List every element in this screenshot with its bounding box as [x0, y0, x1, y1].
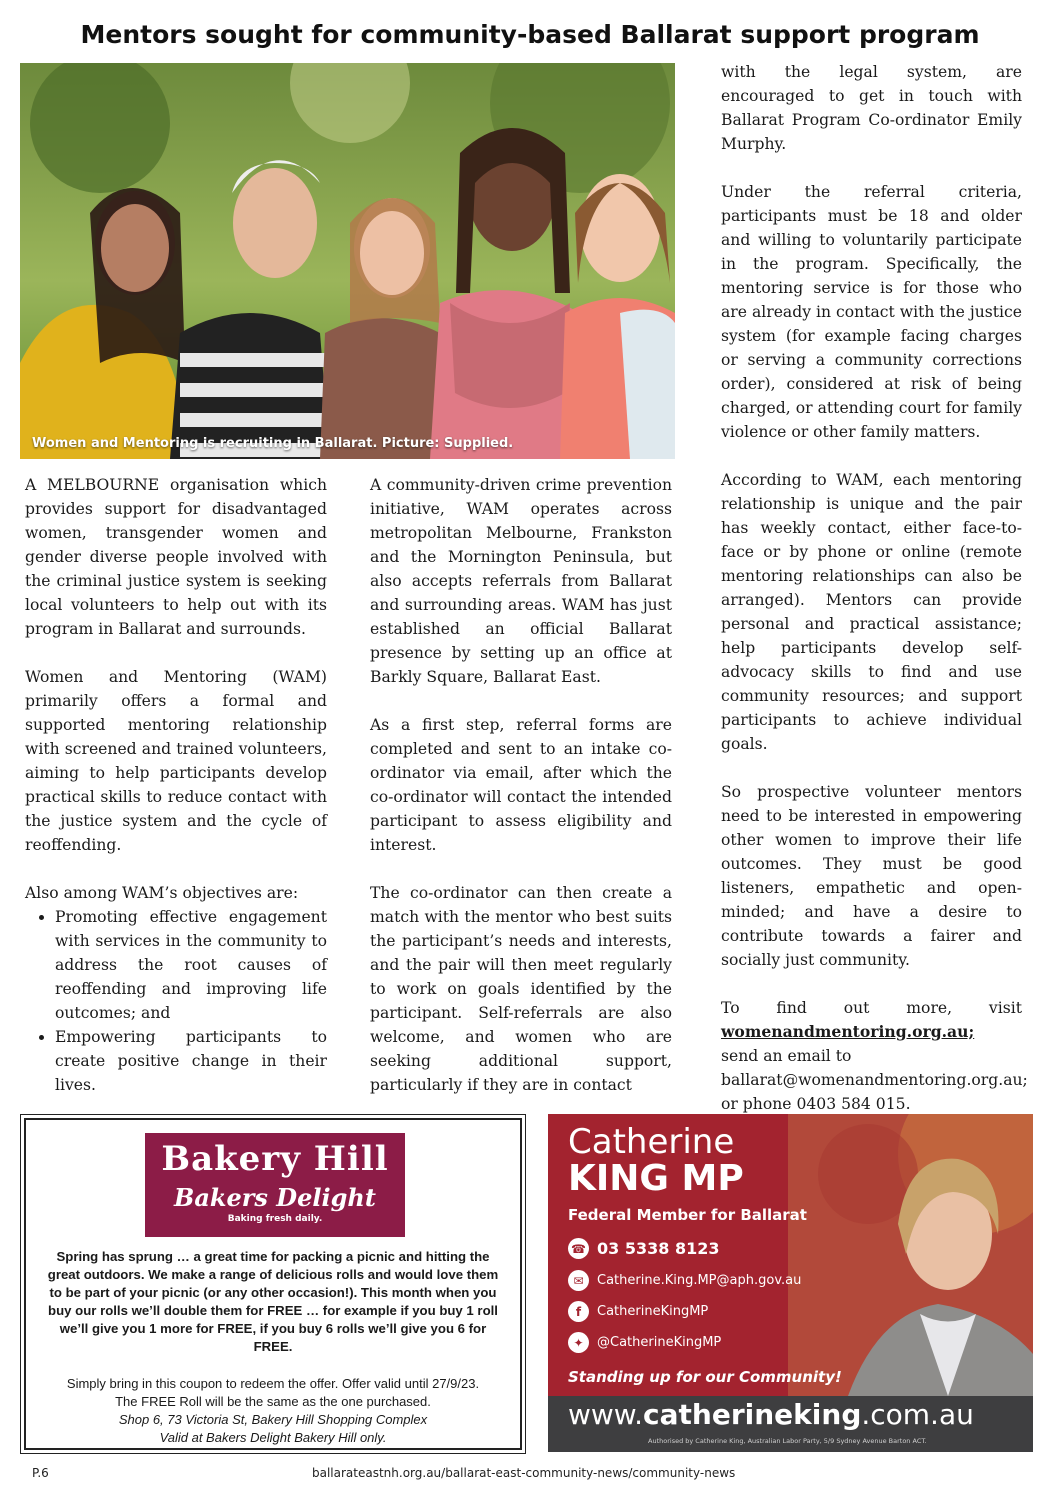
- mp-first-name: Catherine: [568, 1122, 735, 1162]
- article-column-2: [370, 473, 672, 1097]
- objectives-list: [55, 905, 327, 1097]
- list-item: • Promoting effective engagement with services in the community to address the root causes of reoffending and improving life outcomes; and: [55, 905, 327, 1025]
- bakery-logo-title: Bakery Hill: [161, 1139, 389, 1179]
- contact-paragraph: [721, 996, 1022, 1044]
- photo-caption: Women and Mentoring is recruiting in Ballarat. Picture: Supplied.: [32, 436, 514, 451]
- web-prefix: www.: [568, 1398, 644, 1431]
- mp-facebook: CatherineKingMP: [597, 1304, 709, 1319]
- mp-website-link[interactable]: [568, 1398, 974, 1431]
- footer-url[interactable]: ballarateastnh.org.au/ballarat-east-community-news/community-news: [312, 1466, 736, 1480]
- article-paragraph: A community-driven crime prevention initiative, WAM operates across metropolitan Melbourne, Frankston and the Mornington Peninsula, but also accepts referrals from Ballarat and surrounding areas. WAM has just established an official Ballarat presence by setting up an office at Barkly Square, Ballarat East.: [370, 476, 672, 686]
- facebook-icon: f: [568, 1301, 589, 1322]
- article-paragraph: Women and Mentoring (WAM) primarily offers a formal and supported mentoring relationship with screened and trained volunteers, aiming to help participants develop practical skills to reduce contact with the justice system and the cycle of reoffending.: [25, 668, 327, 854]
- bakery-address: Shop 6, 73 Victoria St, Bakery Hill Shopping Complex: [118, 1412, 428, 1427]
- bakery-ad-border: [24, 1118, 522, 1450]
- web-bold: catherineking: [643, 1398, 862, 1431]
- article-column-3: [721, 60, 1028, 1116]
- web-suffix: .com.au: [861, 1398, 974, 1431]
- group-of-women-image: [20, 63, 675, 459]
- mp-twitter-row[interactable]: [568, 1332, 721, 1353]
- phone-icon: ☎: [568, 1238, 589, 1259]
- bakery-logo-tagline: Baking fresh daily.: [227, 1214, 323, 1224]
- article-column-1: [25, 473, 327, 1097]
- article-paragraph: Also among WAM’s objectives are:: [25, 884, 299, 902]
- website-link[interactable]: womenandmentoring.org.au;: [721, 1022, 975, 1041]
- article-paragraph: The co-ordinator can then create a match with the mentor who best suits the participant’s needs and interests, and the pair will then meet regularly to work on goals identified by the participant. Self-referrals are also welcome, and women who are seeking additional support, particularly if they are in contact: [370, 884, 672, 1094]
- article-paragraph: A MELBOURNE organisation which provides support for disadvantaged women, transgender women and gender diverse people involved with the criminal justice system is seeking local volunteers to help out with its program in Ballarat and surrounds.: [25, 476, 327, 638]
- email-icon: ✉: [568, 1270, 589, 1291]
- article-paragraph: As a first step, referral forms are completed and sent to an intake co-ordinator via email, after which the co-ordinator will contact the intended participant to assess eligibility and interest.: [370, 716, 672, 854]
- bakery-logo-script: Bakers Delight: [174, 1183, 376, 1212]
- bakery-offer-text: Spring has sprung … a great time for packing a picnic and hitting the great outdoors. We make a range of delicious rolls and would love them to be part of your picnic (or any other occasion!). This month when you buy our rolls we’ll double them for FREE … for example if you buy 1 roll we’ll give you 1 more for FREE, if you buy 6 rolls we’ll give you 6 for FREE.: [47, 1249, 499, 1354]
- same-roll-text: The FREE Roll will be the same as the one purchased.: [115, 1394, 431, 1409]
- mp-ad: [548, 1114, 1033, 1452]
- bakery-coupon-terms: [42, 1375, 504, 1447]
- mp-phone-row[interactable]: [568, 1238, 719, 1259]
- mp-phone: 03 5338 8123: [597, 1239, 720, 1258]
- twitter-icon: ✦: [568, 1332, 589, 1353]
- mp-authorisation: Authorised by Catherine King, Australian Labor Party, 5/9 Sydney Avenue Barton ACT.: [648, 1437, 927, 1445]
- mp-role: Federal Member for Ballarat: [568, 1206, 807, 1224]
- article-paragraph: So prospective volunteer mentors need to be interested in empowering other women to improve their life outcomes. They must be good listeners, empathetic and open-minded; and have a desire to contribute towards a fairer and socially just community.: [721, 783, 1022, 969]
- article-paragraph: According to WAM, each mentoring relationship is unique and the pair has weekly contact, either face-to-face or by phone or online (remote mentoring relationships can also be arranged). Mentors can provide personal and practical assistance; help participants develop self-advocacy skills to find and use community resources; and support participants to achieve individual goals.: [721, 471, 1022, 753]
- page-number: P.6: [32, 1466, 49, 1480]
- mp-email-row[interactable]: [568, 1270, 801, 1291]
- coupon-text: Simply bring in this coupon to redeem the offer. Offer valid until 27/9/23.: [66, 1376, 480, 1391]
- mp-email: Catherine.King.MP@aph.gov.au: [597, 1273, 802, 1288]
- article-paragraph: with the legal system, are encouraged to get in touch with Ballarat Program Co-ordinator Emily Murphy.: [721, 63, 1022, 153]
- email-label: send an email to: [721, 1047, 852, 1065]
- email-link[interactable]: ballarat@womenandmentoring.org.au;: [721, 1071, 1028, 1089]
- bakery-ad: [20, 1114, 526, 1454]
- mp-facebook-row[interactable]: [568, 1301, 708, 1322]
- mp-last-name: KING MP: [568, 1158, 744, 1199]
- page-title: Mentors sought for community-based Ballarat support program: [80, 20, 980, 49]
- mp-website-bar: [548, 1396, 1033, 1452]
- bakery-logo: [145, 1133, 405, 1237]
- article-paragraph: Under the referral criteria, participants must be 18 and older and willing to voluntarily participate in the program. Specifically, the mentoring service is for those who are already in contact with the justice system (for example facing charges or serving a community corrections order), considered at risk of being charged, or attending court for family violence or other family matters.: [721, 183, 1022, 441]
- phone-text: or phone 0403 584 015.: [721, 1095, 911, 1113]
- mp-slogan: Standing up for our Community!: [568, 1368, 842, 1386]
- mp-twitter: @CatherineKingMP: [597, 1335, 722, 1350]
- article-photo: [20, 63, 675, 459]
- bakery-valid-text: Valid at Bakers Delight Bakery Hill only.: [159, 1430, 387, 1445]
- list-item: • Empowering participants to create positive change in their lives.: [55, 1025, 327, 1097]
- contact-intro: To find out more, visit: [721, 999, 1022, 1017]
